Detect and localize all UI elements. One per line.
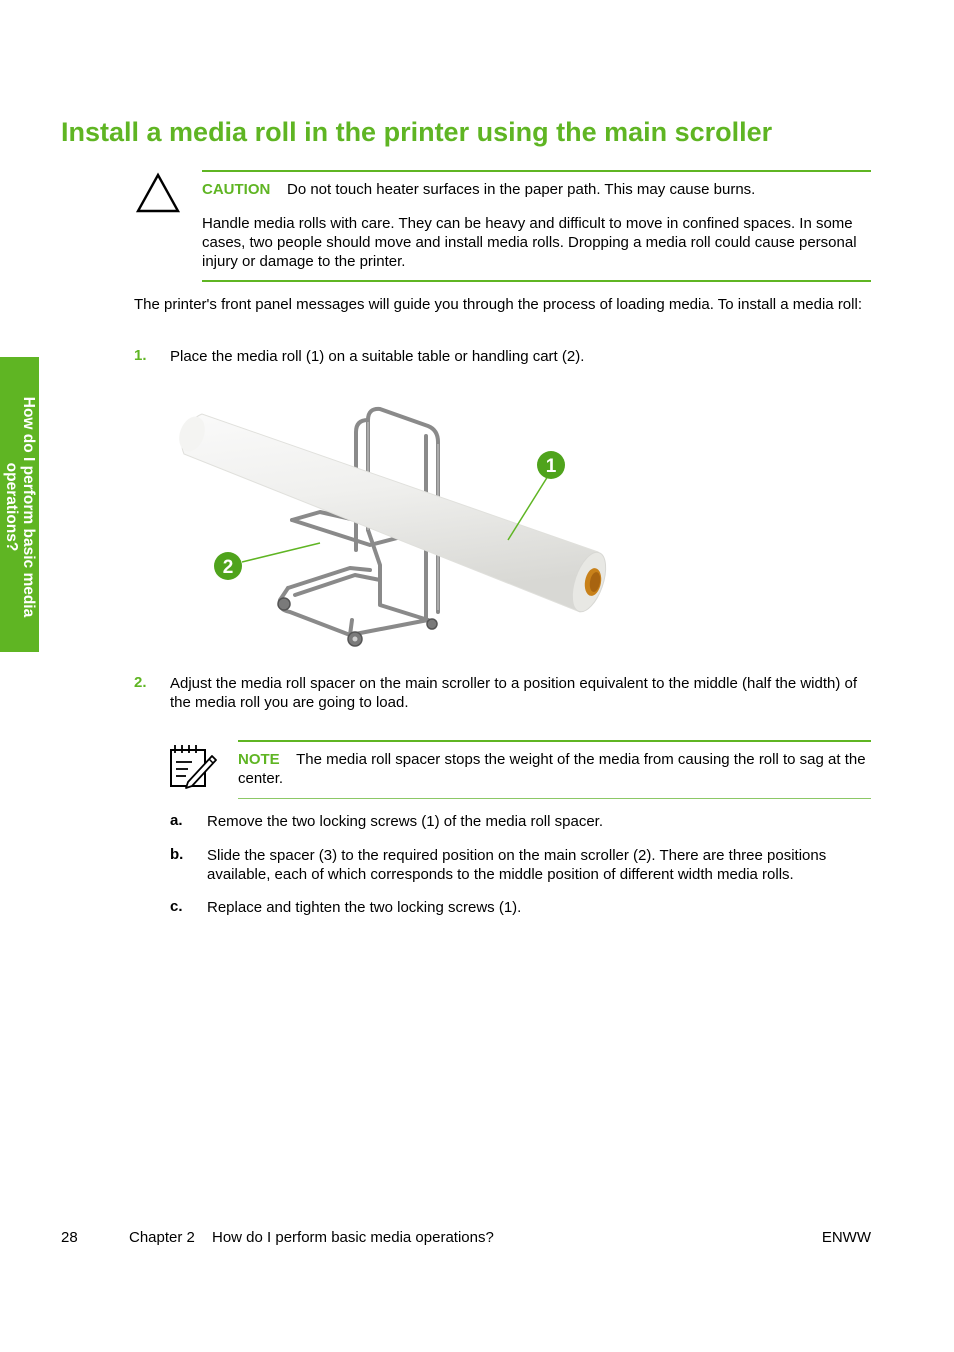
caution-message: Do not touch heater surfaces in the paper path. This may cause burns. <box>287 181 756 198</box>
substep-b-letter: b. <box>170 846 184 863</box>
substep-a-letter: a. <box>170 812 183 829</box>
callout-1-label: 1 <box>545 456 557 477</box>
caution-bottom-rule <box>202 280 871 282</box>
caution-handle-text: Handle media rolls with care. They can be heavy and difficult to move in confined spaces. In some cases, two people should move and install media rolls. Dropping a media roll could cause personal injury or damage to the printer. <box>202 215 857 270</box>
warning-triangle-icon <box>135 172 181 219</box>
step-1-number: 1. <box>134 347 147 364</box>
footer-chapter: Chapter 2 <box>129 1229 195 1246</box>
substep-b-text: Slide the spacer (3) to the required position on the main scroller (2). There are three positions available, each of which corresponds to the middle position of different width media rolls. <box>207 847 827 883</box>
caution-label: CAUTION <box>202 181 271 198</box>
page-title: Install a media roll in the printer using the main scroller <box>61 117 773 147</box>
callout-2-label: 2 <box>222 557 234 578</box>
side-tab-text <box>3 367 37 647</box>
caution-text <box>202 180 871 199</box>
footer-locale: ENWW <box>821 1229 871 1246</box>
note-bottom-rule <box>238 798 871 799</box>
note-message: The media roll spacer stops the weight of the media from causing the roll to sag at the center. <box>238 751 866 787</box>
step-2-number: 2. <box>134 674 147 691</box>
callout-2 <box>214 552 242 580</box>
footer-chapter-title: How do I perform basic media operations? <box>212 1229 494 1246</box>
side-tab-line-1: How do I perform basic media <box>20 396 37 618</box>
step-2-text: Adjust the media roll spacer on the main scroller to a position equivalent to the middle (half the width) of the media roll you are going to load. <box>170 675 858 711</box>
note-top-rule <box>238 740 871 742</box>
step-1-text: Place the media roll (1) on a suitable table or handling cart (2). <box>170 348 585 365</box>
note-pad-icon <box>168 742 218 795</box>
note-label: NOTE <box>238 751 280 768</box>
media-roll-figure <box>170 390 640 660</box>
side-tab-line-2: operations? <box>3 462 20 552</box>
footer-page-number: 28 <box>61 1229 78 1246</box>
intro-paragraph: The printer's front panel messages will guide you through the process of loading media. To install a media roll: <box>134 296 862 313</box>
substep-c-letter: c. <box>170 898 183 915</box>
substep-c-text: Replace and tighten the two locking screws (1). <box>207 899 522 916</box>
note-text <box>238 750 874 788</box>
caution-top-rule <box>202 170 871 172</box>
substep-a-text: Remove the two locking screws (1) of the media roll spacer. <box>207 813 603 830</box>
chapter-side-tab <box>0 357 39 652</box>
callout-1 <box>537 451 565 479</box>
